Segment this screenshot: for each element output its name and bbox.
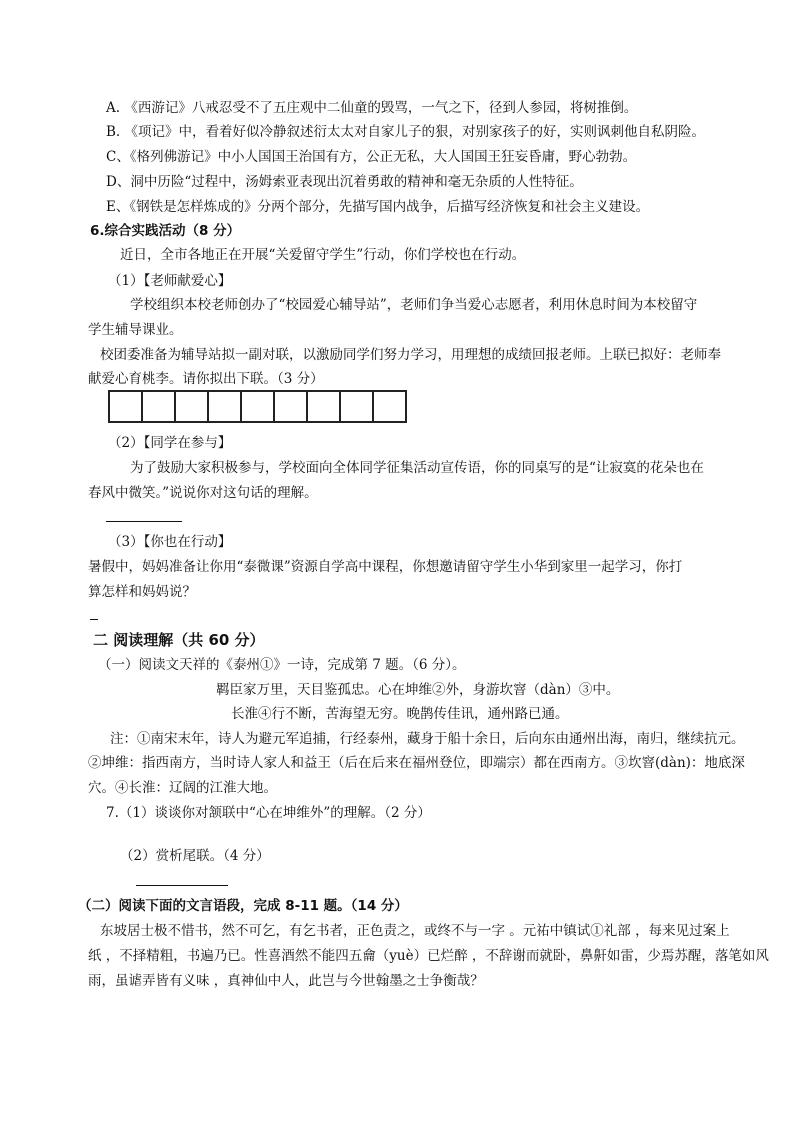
q6-part2-heading: （2）【同学在参与】: [108, 435, 232, 451]
section3-title: （二）阅读下面的文言语段，完成 8-11 题。（14 分）: [78, 898, 408, 914]
poem-line-2: 长淮④行不断，苦海望无穷。晚鹊传佳讯，通州路已通。: [231, 706, 569, 722]
option-c: C、《格列佛游记》中小人国国王治国有方，公正无私，大人国国王狂妄昏庸，野心勃勃。: [106, 149, 637, 165]
answer-cell[interactable]: [108, 390, 143, 423]
answer-cell[interactable]: [339, 390, 374, 423]
poem-intro: （一）阅读文天祥的《泰州①》一诗，完成第 7 题。（6 分）。: [98, 657, 466, 673]
q7-part1: 7.（1）谈谈你对颔联中“心在坤维外”的理解。（2 分）: [106, 805, 431, 821]
q6-part2-text-1: 为了鼓励大家积极参与，学校面向全体同学征集活动宣传语，你的同桌写的是“让寂寞的花朵也在: [130, 460, 704, 476]
classical-text-1: 东坡居士极不惜书，然不可乞，有乞书者，正色责之，或终不与一字 。元祐中镇试①礼部 ，每来见过案上: [100, 923, 730, 939]
answer-line-q7[interactable]: [136, 885, 228, 886]
answer-cell[interactable]: [372, 390, 407, 423]
q6-part3-heading: （3）【你也在行动】: [108, 534, 232, 550]
q6-part1-text-1: 学校组织本校老师创办了“校园爱心辅导站”，老师们争当爱心志愿者，利用休息时间为本校留守: [130, 297, 698, 313]
answer-line-part3[interactable]: [90, 619, 98, 620]
option-d: D、洞中历险“过程中，汤姆索亚表现出沉着勇敢的精神和毫无杂质的人性特征。: [106, 174, 583, 190]
q6-part1-text-3: 校团委准备为辅导站拟一副对联，以激励同学们努力学习，用理想的成绩回报老师。上联已拟好：老师奉: [100, 347, 721, 363]
answer-cell[interactable]: [174, 390, 209, 423]
q6-part1-text-2: 学生辅导课业。: [88, 322, 183, 338]
section2-title: 二 阅读理解（共 60 分）: [93, 631, 265, 649]
q6-part1-heading: （1）【老师献爱心】: [108, 273, 232, 289]
answer-cell[interactable]: [141, 390, 176, 423]
classical-text-3: 雨，虽谑弄皆有义味 ，真神仙中人，此岂与今世翰墨之士争衡哉？: [88, 973, 484, 989]
option-b: B. 《项记》中，看着好似冷静叙述衍太太对自家儿子的狠，对别家孩子的好，实则讽刺他自私阴险。: [106, 124, 706, 140]
answer-line-part2[interactable]: [106, 521, 182, 522]
poem-note-1: 注：①南宋末年，诗人为避元军追捕，行经泰州，藏身于船十余日，后向东由通州出海，南归，继续抗元。: [110, 731, 745, 747]
poem-line-1: 羁臣家万里，天目鉴孤忠。心在坤维②外，身游坎窨（dàn）③中。: [216, 682, 620, 698]
option-a: A. 《西游记》八戒忍受不了五庄观中二仙童的毁骂，一气之下，径到人参园，将树推倒。: [106, 100, 638, 116]
poem-note-2: ②坤维：指西南方，当时诗人家人和益王（后在后来在福州登位，即端宗）都在西南方。③坎窨(dàn)：地底深: [88, 755, 745, 771]
answer-cell[interactable]: [207, 390, 242, 423]
answer-cell[interactable]: [273, 390, 308, 423]
q6-part1-text-4: 献爱心育桃李。请你拟出下联。（3 分）: [88, 371, 324, 387]
option-e: E、《钢铁是怎样炼成的》分两个部分，先描写国内战争，后描写经济恢复和社会主义建设。: [106, 199, 650, 215]
q7-part2: （2）赏析尾联。（4 分）: [120, 848, 270, 864]
q6-part3-text-2: 算怎样和妈妈说？: [88, 584, 196, 600]
answer-cell[interactable]: [240, 390, 275, 423]
classical-text-2: 纸 ，不择精粗，书遍乃已。性喜酒然不能四五龠（yuè）已烂醉 ，不辞谢而就卧，鼻鼾如雷，少焉苏醒，落笔如风: [88, 948, 769, 964]
answer-cell[interactable]: [306, 390, 341, 423]
q6-part3-text-1: 暑假中，妈妈准备让你用“泰微课”资源自学高中课程，你想邀请留守学生小华到家里一起学习，你打: [88, 559, 683, 575]
q6-intro: 近日，全市各地正在开展“关爱留守学生”行动，你们学校也在行动。: [120, 247, 526, 263]
q6-title: 6.综合实践活动（8 分）: [90, 223, 241, 239]
q6-part2-text-2: 春风中微笑。”说说你对这句话的理解。: [88, 485, 318, 501]
poem-note-3: 穴。④长淮：辽阔的江淮大地。: [88, 780, 277, 796]
couplet-answer-grid[interactable]: [108, 390, 407, 423]
